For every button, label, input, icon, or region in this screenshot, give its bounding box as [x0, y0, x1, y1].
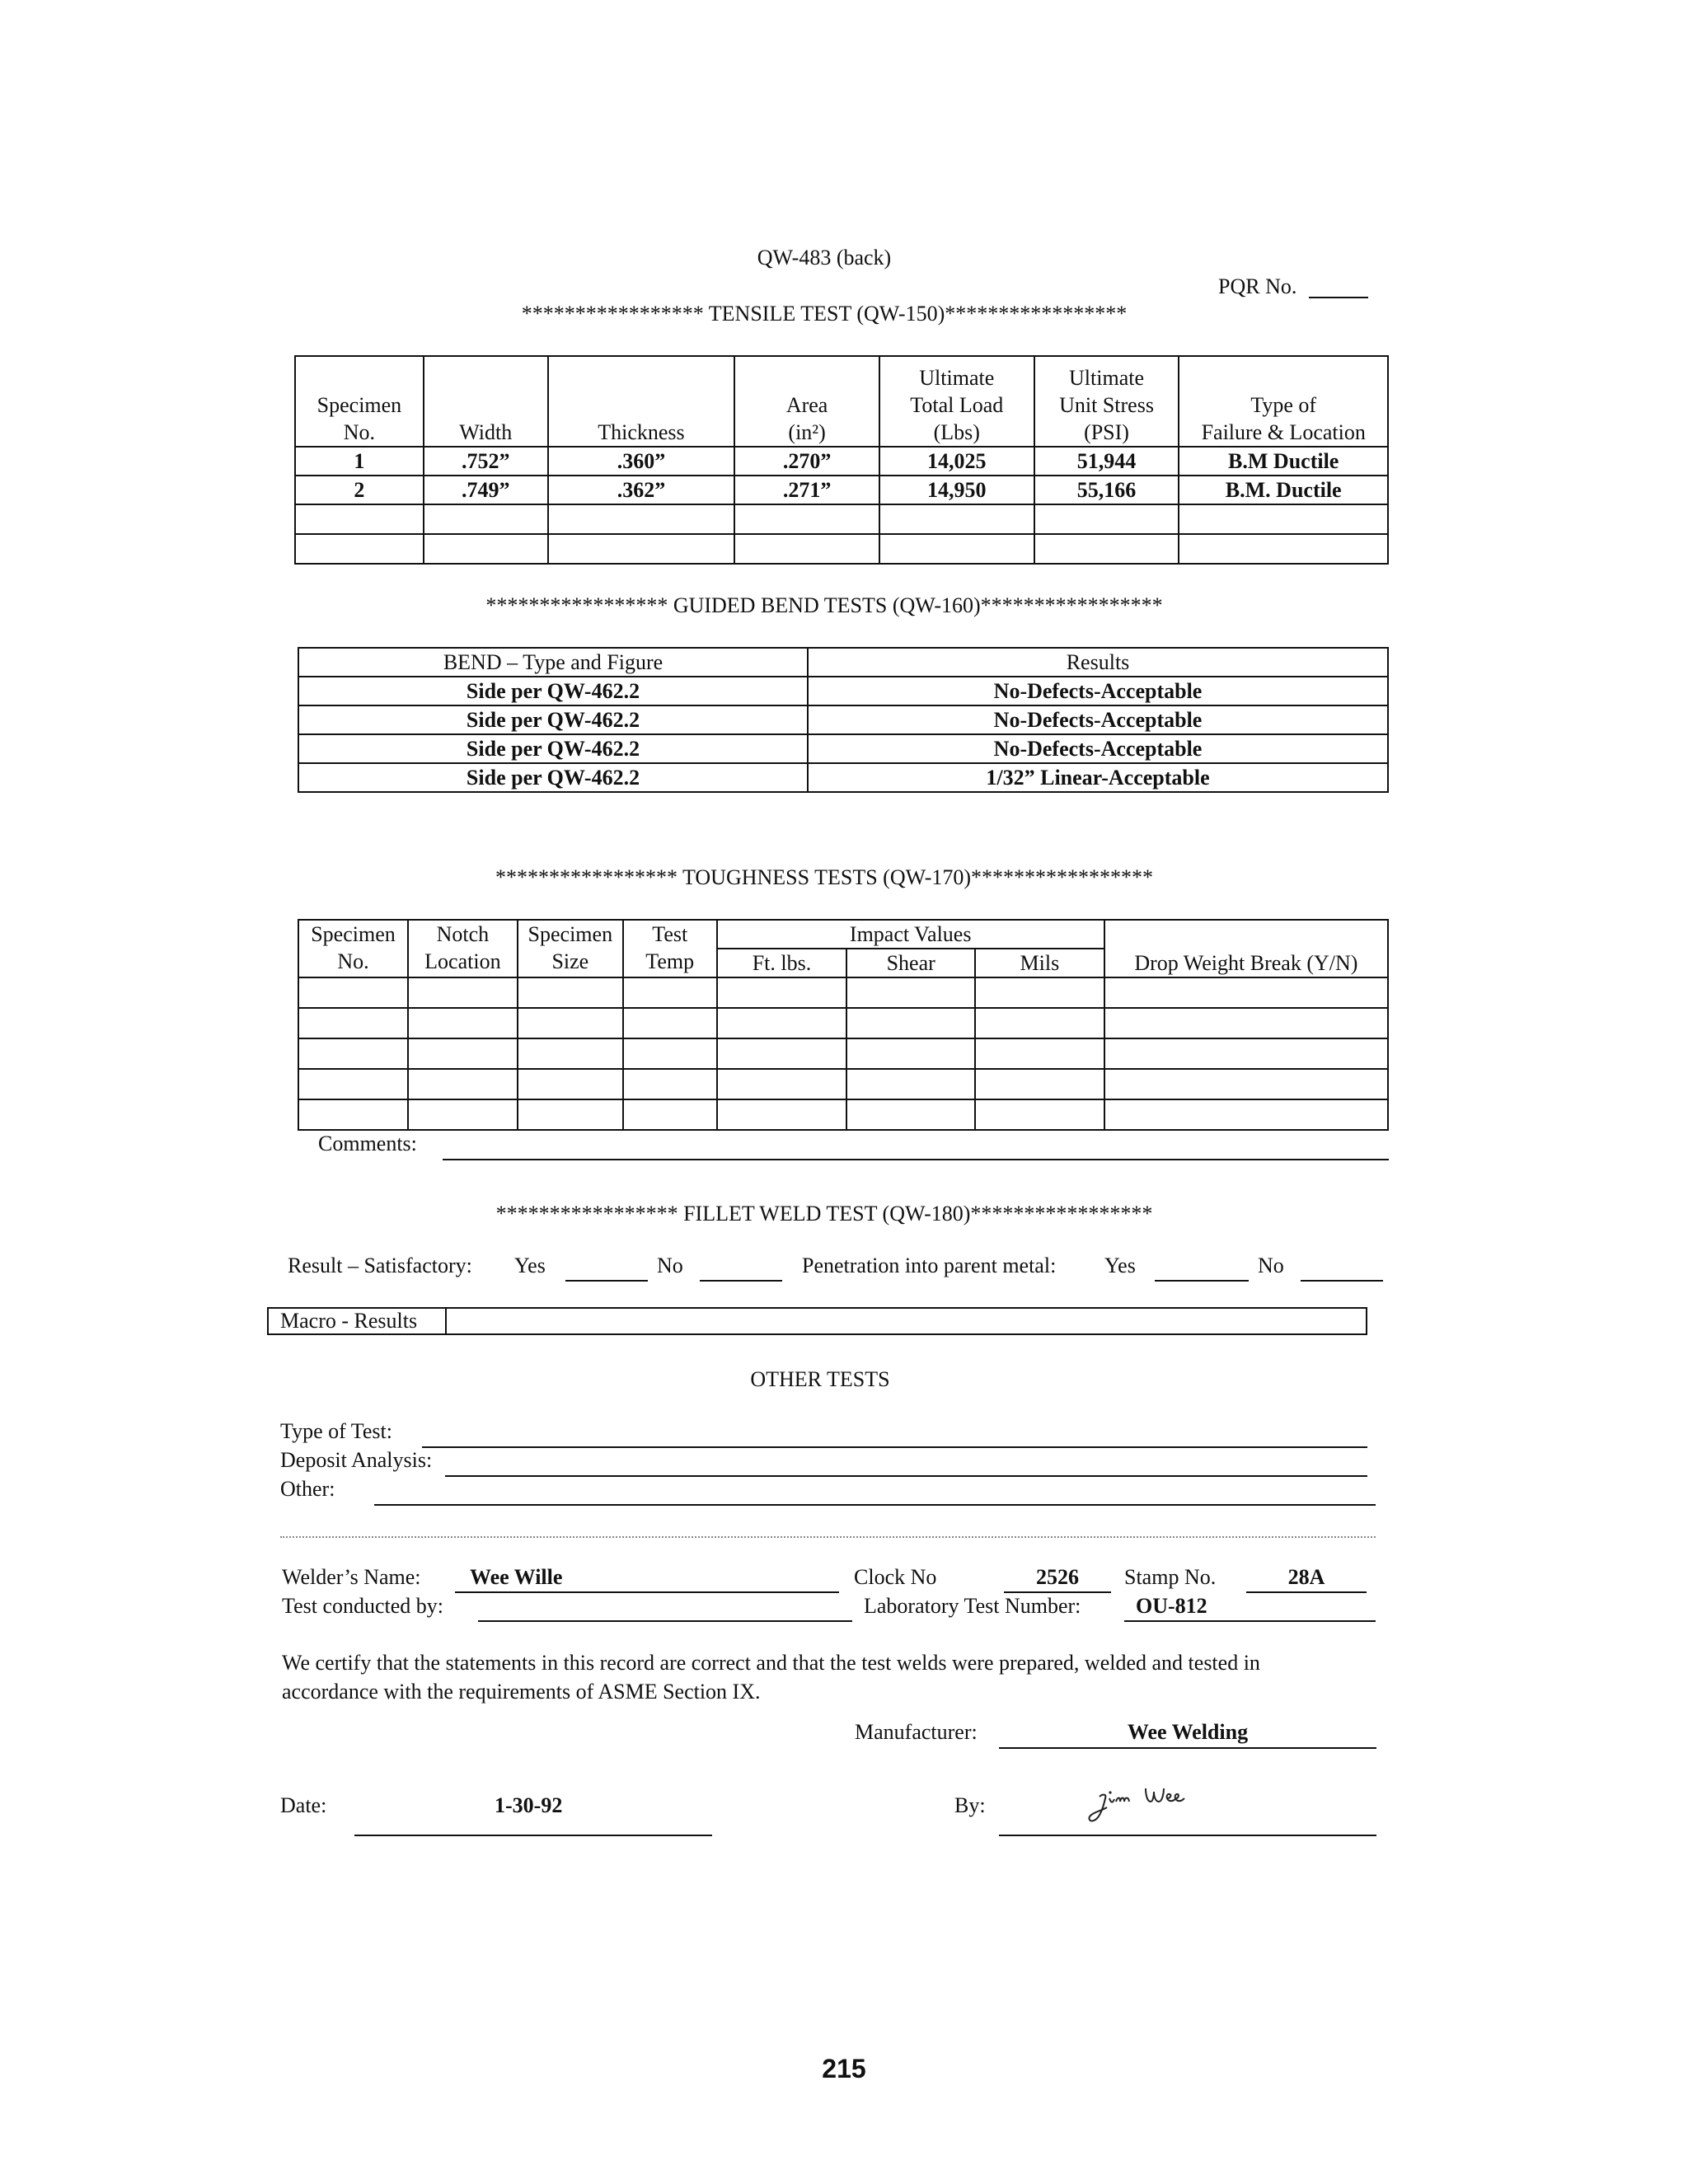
welder-name-value[interactable]: Wee Wille	[470, 1565, 563, 1589]
by-label: By:	[954, 1793, 986, 1817]
toughness-cell[interactable]	[518, 1069, 623, 1099]
tensile-header-specimen: Specimen No.	[295, 356, 424, 447]
tensile-cell[interactable]: B.M Ductile	[1179, 447, 1388, 476]
deposit-analysis-label: Deposit Analysis:	[280, 1448, 433, 1472]
other-label: Other:	[280, 1477, 335, 1501]
toughness-cell[interactable]	[623, 1008, 717, 1038]
toughness-cell[interactable]	[1104, 1008, 1388, 1038]
deposit-analysis-field[interactable]	[445, 1475, 1367, 1477]
toughness-cell[interactable]	[408, 1099, 518, 1130]
toughness-cell[interactable]	[717, 1008, 847, 1038]
toughness-cell[interactable]	[846, 1069, 975, 1099]
macro-results-label: Macro - Results	[269, 1309, 447, 1333]
manufacturer-label: Manufacturer:	[855, 1720, 978, 1744]
tensile-cell[interactable]	[879, 534, 1034, 564]
toughness-cell[interactable]	[408, 1008, 518, 1038]
toughness-cell[interactable]	[623, 1038, 717, 1069]
fillet-yes-label: Yes	[514, 1254, 546, 1277]
toughness-cell[interactable]	[298, 1069, 408, 1099]
tensile-cell[interactable]: 51,944	[1034, 447, 1179, 476]
fillet-heading: ***************** FILLET WELD TEST (QW-180)*****************	[495, 1202, 1153, 1226]
penetration-label: Penetration into parent metal:	[802, 1254, 1057, 1277]
type-of-test-field[interactable]	[422, 1446, 1367, 1448]
manufacturer-underline	[999, 1747, 1376, 1749]
toughness-cell[interactable]	[623, 977, 717, 1008]
toughness-cell[interactable]	[518, 1008, 623, 1038]
bend-header-type: BEND – Type and Figure	[298, 648, 808, 677]
bend-header-row	[298, 648, 1388, 677]
toughness-cell[interactable]	[298, 977, 408, 1008]
tensile-cell[interactable]	[424, 534, 548, 564]
toughness-cell[interactable]	[975, 1069, 1104, 1099]
penetration-no-label: No	[1258, 1254, 1284, 1277]
toughness-header-notch: Notch Location	[408, 920, 518, 977]
date-label: Date:	[280, 1793, 327, 1817]
bend-header-results: Results	[808, 648, 1388, 677]
bend-cell[interactable]: 1/32” Linear-Acceptable	[808, 763, 1388, 792]
by-underline	[999, 1835, 1376, 1836]
tensile-cell[interactable]: 14,025	[879, 447, 1034, 476]
tensile-cell[interactable]	[734, 504, 879, 534]
bend-cell[interactable]: No-Defects-Acceptable	[808, 705, 1388, 734]
toughness-header-specimen: Specimen No.	[298, 920, 408, 977]
toughness-cell[interactable]	[298, 1008, 408, 1038]
penetration-yes-field[interactable]	[1155, 1280, 1249, 1282]
toughness-cell[interactable]	[623, 1069, 717, 1099]
tensile-cell[interactable]	[424, 504, 548, 534]
fillet-result-label: Result – Satisfactory:	[288, 1254, 472, 1277]
toughness-cell[interactable]	[717, 1069, 847, 1099]
tensile-cell[interactable]	[548, 534, 735, 564]
tensile-cell[interactable]: .360”	[548, 447, 735, 476]
toughness-header-impact: Impact Values	[717, 920, 1104, 949]
lab-test-number-value[interactable]: OU-812	[1136, 1594, 1207, 1618]
form-id: QW-483 (back)	[757, 246, 892, 269]
toughness-cell[interactable]	[1104, 1099, 1388, 1130]
macro-results-field[interactable]	[448, 1309, 1366, 1333]
tensile-header-row	[295, 356, 1388, 447]
stamp-no-value[interactable]: 28A	[1287, 1565, 1325, 1589]
signature-image	[1085, 1779, 1208, 1828]
table-row	[298, 1038, 1388, 1069]
toughness-cell[interactable]	[408, 977, 518, 1008]
certification-line-1: We certify that the statements in this record are correct and that the test welds were prepared, welded and tested in	[282, 1651, 1260, 1675]
toughness-cell[interactable]	[408, 1038, 518, 1069]
tensile-cell[interactable]	[734, 534, 879, 564]
pqr-number-field[interactable]	[1309, 297, 1368, 298]
table-row	[298, 1008, 1388, 1038]
toughness-cell[interactable]	[623, 1099, 717, 1130]
bend-cell[interactable]: No-Defects-Acceptable	[808, 677, 1388, 705]
bend-cell[interactable]: No-Defects-Acceptable	[808, 734, 1388, 763]
tensile-cell[interactable]: .749”	[424, 476, 548, 504]
divider	[280, 1536, 1376, 1538]
clock-no-underline	[1004, 1591, 1111, 1593]
tensile-header-total-load: Ultimate Total Load (Lbs)	[879, 356, 1034, 447]
toughness-cell[interactable]	[975, 1038, 1104, 1069]
table-row	[295, 447, 1388, 476]
lab-test-number-underline	[1124, 1620, 1376, 1622]
pqr-label: PQR No.	[1218, 274, 1297, 298]
bend-heading: ***************** GUIDED BEND TESTS (QW-160)*****************	[485, 593, 1163, 617]
tensile-cell[interactable]	[548, 504, 735, 534]
toughness-cell[interactable]	[518, 977, 623, 1008]
toughness-cell[interactable]	[717, 1038, 847, 1069]
date-value[interactable]: 1-30-92	[495, 1793, 563, 1817]
test-conducted-field[interactable]	[478, 1620, 852, 1622]
penetration-yes-label: Yes	[1104, 1254, 1136, 1277]
manufacturer-value[interactable]: Wee Welding	[1127, 1720, 1249, 1744]
page-number: 215	[822, 2054, 866, 2083]
fillet-no-label: No	[657, 1254, 683, 1277]
toughness-header-temp: Test Temp	[623, 920, 717, 977]
toughness-cell[interactable]	[1104, 1069, 1388, 1099]
toughness-cell[interactable]	[298, 1099, 408, 1130]
other-field[interactable]	[374, 1504, 1376, 1506]
comments-label: Comments:	[318, 1132, 417, 1155]
tensile-cell[interactable]: 14,950	[879, 476, 1034, 504]
table-row	[298, 734, 1388, 763]
toughness-cell[interactable]	[1104, 1038, 1388, 1069]
test-conducted-label: Test conducted by:	[282, 1594, 444, 1618]
toughness-header-size: Specimen Size	[518, 920, 623, 977]
tensile-cell[interactable]: B.M. Ductile	[1179, 476, 1388, 504]
tensile-table	[294, 355, 1389, 565]
bend-cell[interactable]: Side per QW-462.2	[298, 734, 808, 763]
tensile-header-unit-stress: Ultimate Unit Stress (PSI)	[1034, 356, 1179, 447]
tensile-cell[interactable]: .271”	[734, 476, 879, 504]
clock-no-label: Clock No	[854, 1565, 937, 1589]
bend-cell[interactable]: Side per QW-462.2	[298, 677, 808, 705]
fillet-no-field[interactable]	[700, 1280, 782, 1282]
table-row	[298, 977, 1388, 1008]
table-row	[295, 504, 1388, 534]
table-row	[295, 534, 1388, 564]
toughness-cell[interactable]	[975, 1008, 1104, 1038]
tensile-cell[interactable]	[879, 504, 1034, 534]
table-row	[298, 1069, 1388, 1099]
table-row	[298, 1099, 1388, 1130]
table-row	[298, 677, 1388, 705]
tensile-cell[interactable]: 2	[295, 476, 424, 504]
tensile-header-width: Width	[424, 356, 548, 447]
toughness-cell[interactable]	[717, 1099, 847, 1130]
toughness-header-shear: Shear	[846, 949, 975, 977]
toughness-cell[interactable]	[1104, 977, 1388, 1008]
toughness-cell[interactable]	[518, 1038, 623, 1069]
penetration-no-field[interactable]	[1301, 1280, 1383, 1282]
stamp-no-underline	[1246, 1591, 1367, 1593]
tensile-header-area: Area (in²)	[734, 356, 879, 447]
table-row	[298, 763, 1388, 792]
bend-cell[interactable]: Side per QW-462.2	[298, 763, 808, 792]
lab-test-number-label: Laboratory Test Number:	[864, 1594, 1081, 1618]
tensile-cell[interactable]: .752”	[424, 447, 548, 476]
stamp-no-label: Stamp No.	[1124, 1565, 1217, 1589]
macro-results-box	[267, 1307, 1367, 1335]
certification-line-2: accordance with the requirements of ASME Section IX.	[282, 1680, 761, 1704]
toughness-cell[interactable]	[717, 977, 847, 1008]
toughness-cell[interactable]	[298, 1038, 408, 1069]
toughness-header-ftlbs: Ft. lbs.	[717, 949, 847, 977]
tensile-header-failure: Type of Failure & Location	[1179, 356, 1388, 447]
toughness-heading: ***************** TOUGHNESS TESTS (QW-170)*****************	[495, 865, 1154, 889]
toughness-cell[interactable]	[846, 1008, 975, 1038]
tensile-cell[interactable]	[1179, 504, 1388, 534]
tensile-cell[interactable]	[1034, 534, 1179, 564]
table-row	[295, 476, 1388, 504]
bend-cell[interactable]: Side per QW-462.2	[298, 705, 808, 734]
toughness-header-row-1	[298, 920, 1388, 949]
tensile-cell[interactable]	[295, 504, 424, 534]
toughness-cell[interactable]	[975, 977, 1104, 1008]
toughness-cell[interactable]	[408, 1069, 518, 1099]
tensile-cell[interactable]: .362”	[548, 476, 735, 504]
toughness-cell[interactable]	[846, 1038, 975, 1069]
date-underline	[354, 1835, 712, 1836]
tensile-cell[interactable]: 1	[295, 447, 424, 476]
toughness-cell[interactable]	[846, 1099, 975, 1130]
tensile-cell[interactable]	[1179, 534, 1388, 564]
type-of-test-label: Type of Test:	[280, 1419, 392, 1443]
toughness-cell[interactable]	[846, 977, 975, 1008]
tensile-cell[interactable]	[1034, 504, 1179, 534]
toughness-header-mils: Mils	[975, 949, 1104, 977]
tensile-heading: ***************** TENSILE TEST (QW-150)*****************	[521, 302, 1128, 326]
toughness-table	[298, 919, 1389, 1131]
toughness-cell[interactable]	[975, 1099, 1104, 1130]
welder-name-underline	[455, 1591, 839, 1593]
tensile-cell[interactable]: 55,166	[1034, 476, 1179, 504]
fillet-yes-field[interactable]	[565, 1280, 648, 1282]
tensile-cell[interactable]: .270”	[734, 447, 879, 476]
tensile-header-thickness: Thickness	[548, 356, 735, 447]
welder-name-label: Welder’s Name:	[282, 1565, 421, 1589]
tensile-cell[interactable]	[295, 534, 424, 564]
other-tests-heading: OTHER TESTS	[750, 1367, 890, 1391]
bend-table	[298, 647, 1389, 793]
clock-no-value[interactable]: 2526	[1036, 1565, 1079, 1589]
toughness-cell[interactable]	[518, 1099, 623, 1130]
table-row	[298, 705, 1388, 734]
comments-field[interactable]	[443, 1159, 1389, 1160]
toughness-header-drop-weight: Drop Weight Break (Y/N)	[1104, 920, 1388, 977]
